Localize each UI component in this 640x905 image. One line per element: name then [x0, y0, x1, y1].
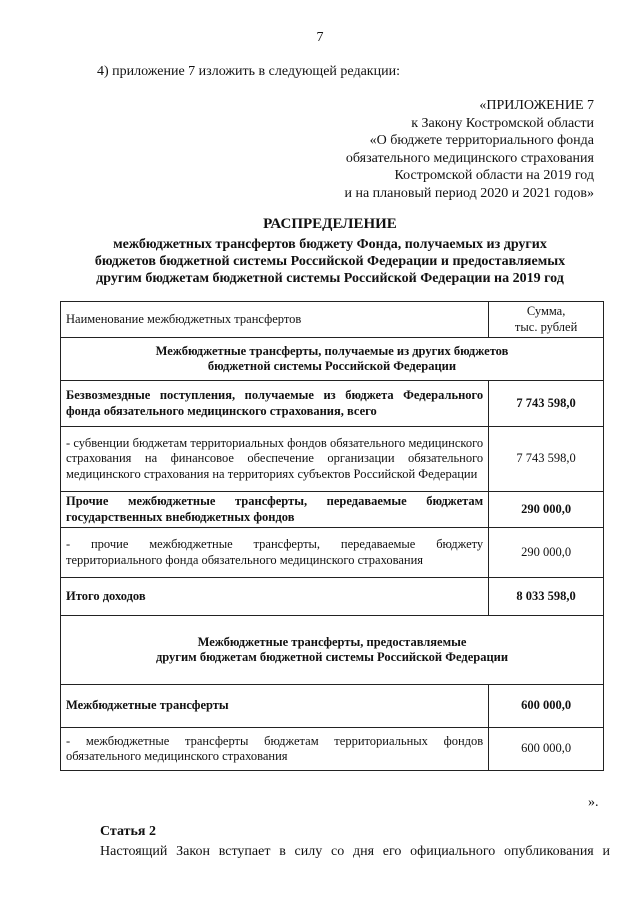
- table-row: [61, 685, 604, 728]
- appendix-line: «О бюджете территориального фонда: [369, 133, 594, 148]
- row-name: - прочие межбюджетные трансферты, передаваемые бюджету территориального фонда обязательного медицинского страхования: [61, 528, 489, 578]
- appendix-line: Костромской области на 2019 год: [394, 168, 594, 183]
- document-heading: [40, 216, 620, 287]
- section-title-line: другим бюджетам бюджетной системы Российской Федерации: [155, 650, 509, 664]
- heading-line: другим бюджетам бюджетной системы Российской Федерации на 2019 год: [96, 271, 564, 286]
- amendment-intro: 4) приложение 7 изложить в следующей редакции:: [97, 64, 400, 79]
- table-row: [61, 728, 604, 771]
- closing-quote-mark: ».: [588, 795, 599, 810]
- total-label: Итого доходов: [61, 578, 489, 616]
- transfers-table: [60, 301, 604, 771]
- row-name: Межбюджетные трансферты: [61, 685, 489, 728]
- row-sum: 7 743 598,0: [489, 381, 604, 427]
- appendix-line: обязательного медицинского страхования: [345, 150, 594, 166]
- row-sum: 600 000,0: [489, 728, 604, 771]
- appendix-line: «ПРИЛОЖЕНИЕ 7: [479, 98, 594, 113]
- section-title-line: Межбюджетные трансферты, получаемые из других бюджетов: [155, 343, 509, 358]
- column-header-sum-line: Сумма,: [526, 304, 566, 318]
- section-title-line: бюджетной системы Российской Федерации: [207, 359, 457, 373]
- page-number: 7: [316, 30, 324, 45]
- total-sum: 8 033 598,0: [489, 578, 604, 616]
- row-sum: 600 000,0: [489, 685, 604, 728]
- table-header-row: [61, 302, 604, 338]
- row-name: Безвозмездные поступления, получаемые из бюджета Федерального фонда обязательного медицинского страхования, всего: [61, 381, 489, 427]
- column-header-sum-line: тыс. рублей: [514, 319, 578, 334]
- row-name: - межбюджетные трансферты бюджетам территориальных фондов обязательного медицинского страхования: [61, 728, 489, 771]
- section-title: [61, 616, 604, 685]
- section-row-income: [61, 338, 604, 381]
- table-row: [61, 492, 604, 528]
- section-row-expenses: [61, 616, 604, 685]
- table-row: [61, 427, 604, 492]
- article-title: Статья 2: [100, 824, 156, 839]
- row-sum: 290 000,0: [489, 528, 604, 578]
- heading-title: РАСПРЕДЕЛЕНИЕ: [263, 216, 397, 232]
- appendix-line: к Закону Костромской области: [411, 115, 594, 131]
- table-row: [61, 381, 604, 427]
- appendix-line: и на плановый период 2020 и 2021 годов»: [344, 185, 594, 201]
- row-name: - субвенции бюджетам территориальных фондов обязательного медицинского страхования на финансовое обеспечение организации обязательного медицинского страхования на территориях субъектов Российской Федерации: [61, 427, 489, 492]
- heading-line: межбюджетных трансфертов бюджету Фонда, получаемых из других: [113, 237, 547, 252]
- heading-line: бюджетов бюджетной системы Российской Федерации и предоставляемых: [94, 254, 566, 269]
- row-sum: 7 743 598,0: [489, 427, 604, 492]
- article-text: Настоящий Закон вступает в силу со дня его официального опубликования и: [100, 844, 610, 859]
- total-row: [61, 578, 604, 616]
- column-header-sum: [489, 302, 604, 338]
- appendix-reference: [344, 97, 594, 202]
- section-title: [61, 338, 604, 381]
- row-sum: 290 000,0: [489, 492, 604, 528]
- row-name: Прочие межбюджетные трансферты, передаваемые бюджетам государственных внебюджетных фондов: [61, 492, 489, 528]
- table-row: [61, 528, 604, 578]
- column-header-name: Наименование межбюджетных трансфертов: [61, 302, 489, 338]
- section-title-line: Межбюджетные трансферты, предоставляемые: [197, 634, 467, 649]
